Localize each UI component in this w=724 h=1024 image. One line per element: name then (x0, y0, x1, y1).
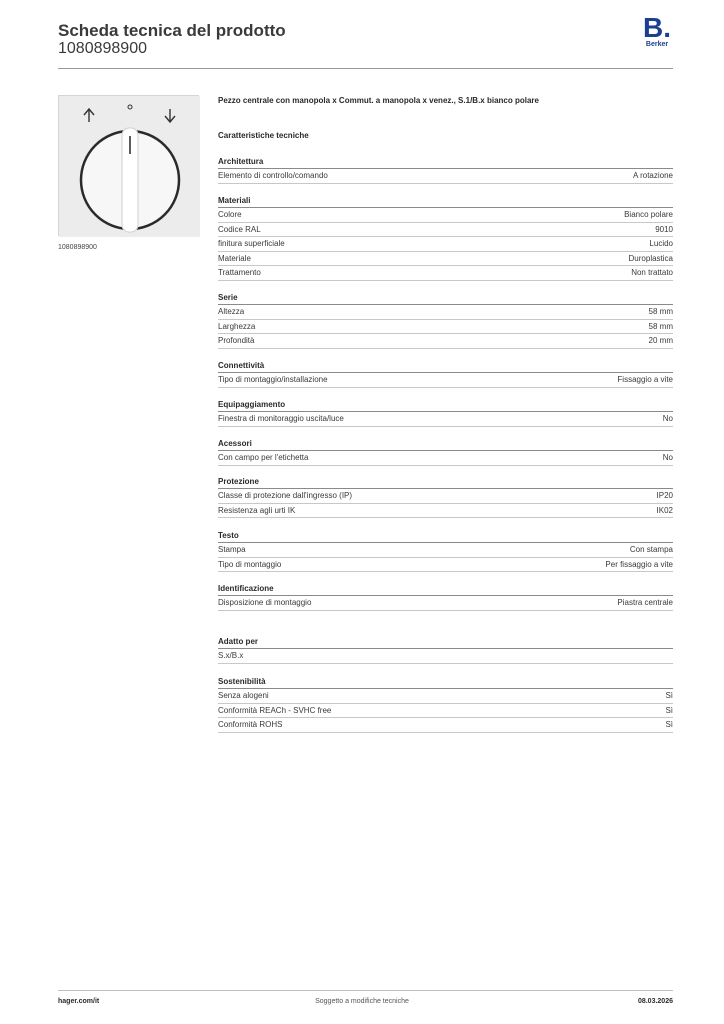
logo-name: Berker (645, 41, 669, 48)
section-connettivita (218, 358, 673, 388)
section-title: Connettività (218, 358, 673, 373)
spec-value: Duroplastica (628, 253, 673, 263)
section-adatto-per (218, 634, 673, 664)
section-materiali (218, 193, 673, 281)
spec-label: Colore (218, 210, 242, 219)
spec-value: Sì (665, 720, 673, 729)
spec-label: Resistenza agli urti IK (218, 505, 296, 515)
section-acessori (218, 436, 673, 466)
spec-value: No (662, 414, 673, 423)
spec-value: Con stampa (629, 545, 673, 554)
spec-value: Piastra centrale (617, 598, 673, 607)
spec-label: Stampa (218, 545, 246, 554)
spec-value: A rotazione (632, 171, 673, 180)
footer-site-link[interactable]: hager.com/it (58, 998, 100, 1005)
spec-label: Con campo per l'etichetta (218, 453, 309, 462)
spec-row (218, 704, 673, 719)
spec-label: Elemento di controllo/comando (218, 171, 328, 180)
spec-row (218, 320, 673, 335)
berker-logo (640, 12, 674, 49)
product-image (58, 95, 199, 236)
spec-value: IK02 (656, 505, 673, 515)
spec-row (218, 334, 673, 349)
spec-value: 20 mm (648, 336, 673, 345)
specs-title: Caratteristiche tecniche (218, 131, 309, 140)
spec-label: Conformità ROHS (218, 720, 283, 729)
spec-row (218, 373, 673, 388)
spec-label: Senza alogeni (218, 691, 269, 700)
section-identificazione (218, 581, 673, 611)
section-testo (218, 528, 673, 572)
spec-value: Lucido (649, 239, 673, 248)
section-equipaggiamento (218, 397, 673, 427)
spec-row (218, 451, 673, 466)
rotary-knob-illustration (59, 96, 200, 237)
spec-value: 9010 (655, 224, 673, 234)
spec-row (218, 596, 673, 611)
image-caption: 1080898900 (58, 244, 97, 251)
section-sostenibilita (218, 674, 673, 733)
spec-label: Finestra di monitoraggio uscita/luce (218, 414, 344, 423)
spec-label: Tipo di montaggio (218, 559, 282, 569)
spec-row (218, 208, 673, 223)
spec-label: Trattamento (218, 268, 261, 277)
product-code: 1080898900 (58, 40, 147, 57)
spec-value: IP20 (656, 491, 673, 500)
spec-label: Classe di protezione dall'ingresso (IP) (218, 491, 353, 500)
section-architettura (218, 154, 673, 184)
section-title: Adatto per (218, 634, 673, 649)
footer-note: Soggetto a modifiche tecniche (315, 998, 409, 1005)
section-title: Acessori (218, 436, 673, 451)
spec-value: Fissaggio a vite (617, 375, 673, 384)
section-title: Protezione (218, 474, 673, 489)
spec-label: Conformità REACh - SVHC free (218, 705, 332, 715)
section-title: Identificazione (218, 581, 673, 596)
spec-label: Larghezza (218, 321, 256, 331)
spec-row (218, 718, 673, 733)
footer-date: 08.03.2026 (637, 998, 673, 1005)
logo-symbol: B. (643, 12, 671, 43)
spec-row (218, 252, 673, 267)
spec-row (218, 223, 673, 238)
spec-label: Materiale (218, 253, 251, 263)
section-serie (218, 290, 673, 349)
spec-value: Per fissaggio a vite (605, 559, 673, 569)
spec-label: Profondità (218, 336, 255, 345)
spec-row (218, 169, 673, 184)
spec-value: No (662, 453, 673, 462)
spec-row (218, 543, 673, 558)
spec-row (218, 649, 673, 664)
spec-label: Disposizione di montaggio (218, 598, 312, 607)
product-description: Pezzo centrale con manopola x Commut. a manopola x venez., S.1/B.x bianco polare (218, 96, 539, 105)
spec-label: Altezza (218, 307, 245, 316)
spec-label: finitura superficiale (218, 239, 285, 248)
section-title: Architettura (218, 154, 673, 169)
page-title: Scheda tecnica del prodotto (58, 21, 286, 40)
section-title: Serie (218, 290, 673, 305)
spec-label: S.x/B.x (218, 651, 244, 660)
spec-row (218, 558, 673, 573)
spec-value: Sì (665, 691, 673, 700)
spec-value: Non trattato (631, 268, 673, 277)
section-protezione (218, 474, 673, 518)
spec-value: 58 mm (648, 307, 673, 316)
spec-row (218, 237, 673, 252)
spec-label: Codice RAL (218, 224, 261, 234)
section-title: Equipaggiamento (218, 397, 673, 412)
spec-row (218, 412, 673, 427)
spec-row (218, 489, 673, 504)
spec-value: 58 mm (648, 321, 673, 331)
spec-label: Tipo di montaggio/installazione (218, 375, 328, 384)
footer-divider (58, 990, 673, 991)
spec-row (218, 305, 673, 320)
spec-row (218, 266, 673, 281)
section-title: Materiali (218, 193, 673, 208)
spec-value: Sì (665, 705, 673, 715)
spec-value: Bianco polare (624, 210, 673, 219)
spec-row (218, 689, 673, 704)
section-title: Sostenibilità (218, 674, 673, 689)
section-title: Testo (218, 528, 673, 543)
spec-row (218, 504, 673, 519)
header-divider (58, 68, 673, 69)
